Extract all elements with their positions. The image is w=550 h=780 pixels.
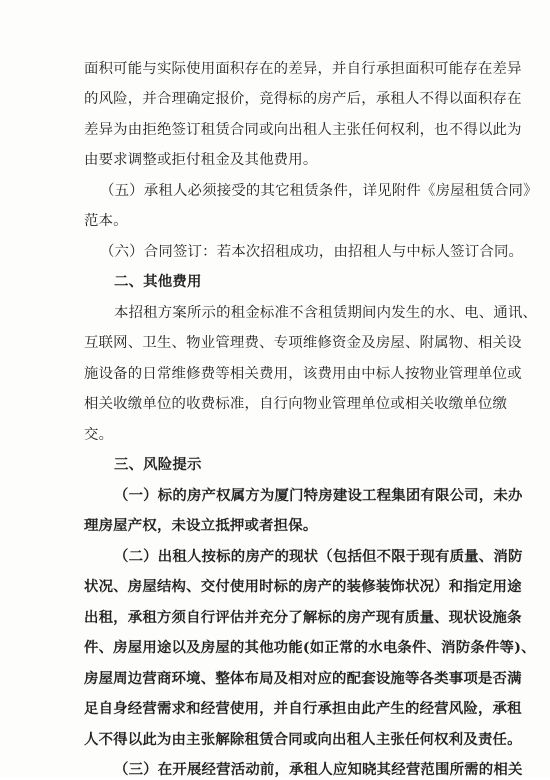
- text-line: （五）承租人必须接受的其它租赁条件，详见附件《房屋租赁合同》: [100, 183, 538, 199]
- text-line: 出租，承租方须自行评估并充分了解标的房产现有质量、现状设施条: [84, 609, 522, 626]
- text-line: 差异为由拒绝签订租赁合同或向出租人主张任何权利，也不得以此为: [84, 122, 522, 138]
- text-line: 理房屋产权，未设立抵押或者担保。: [84, 517, 318, 534]
- text-line: 房屋周边营商环境、整体布局及相对应的配套设施等各类事项是否满: [84, 670, 522, 687]
- text-line: 件、房屋用途以及房屋的其他功能(如正常的水电条件、消防条件等)、: [84, 639, 536, 656]
- text-line: （六）合同签订：若本次招租成功，由招租人与中标人签订合同。: [100, 244, 524, 260]
- text-line: 状况、房屋结构、交付使用时标的房产的装修装饰状况）和指定用途: [84, 578, 522, 595]
- section-heading: 二、其他费用: [114, 274, 202, 290]
- text-line: （二）出租人按标的房产的现状（包括但不限于现有质量、消防: [114, 548, 523, 565]
- section-heading: 三、风险提示: [114, 457, 202, 473]
- text-line: 人不得以此为由主张解除租赁合同或向出租人主张任何权利及责任。: [84, 731, 522, 748]
- text-line: 由要求调整或拒付租金及其他费用。: [84, 152, 318, 168]
- text-line: 足自身经营需求和经营使用，并自行承担由此产生的经营风险，承租: [84, 700, 522, 717]
- text-line: 本招租方案所示的租金标准不含租赁期间内发生的水、电、通讯、: [114, 305, 538, 321]
- text-line: （三）在开展经营活动前，承租人应知晓其经营范围所需的相关: [114, 761, 523, 778]
- text-line: （一）标的房产权属方为厦门特房建设工程集团有限公司，未办: [114, 487, 523, 504]
- text-line: 交。: [84, 427, 114, 443]
- text-line: 互联网、卫生、物业管理费、专项维修资金及房屋、附属物、相关设: [84, 335, 522, 351]
- text-line: 施设备的日常维修费等相关费用，该费用由中标人按物业管理单位或: [84, 366, 522, 382]
- text-line: 面积可能与实际使用面积存在的差异，并自行承担面积可能存在差异: [84, 61, 522, 77]
- text-line: 相关收缴单位的收费标准，自行向物业管理单位或相关收缴单位缴: [84, 396, 508, 412]
- text-line: 范本。: [84, 213, 128, 229]
- text-line: 的风险，并合理确定报价，竞得标的房产后，承租人不得以面积存在: [84, 91, 522, 107]
